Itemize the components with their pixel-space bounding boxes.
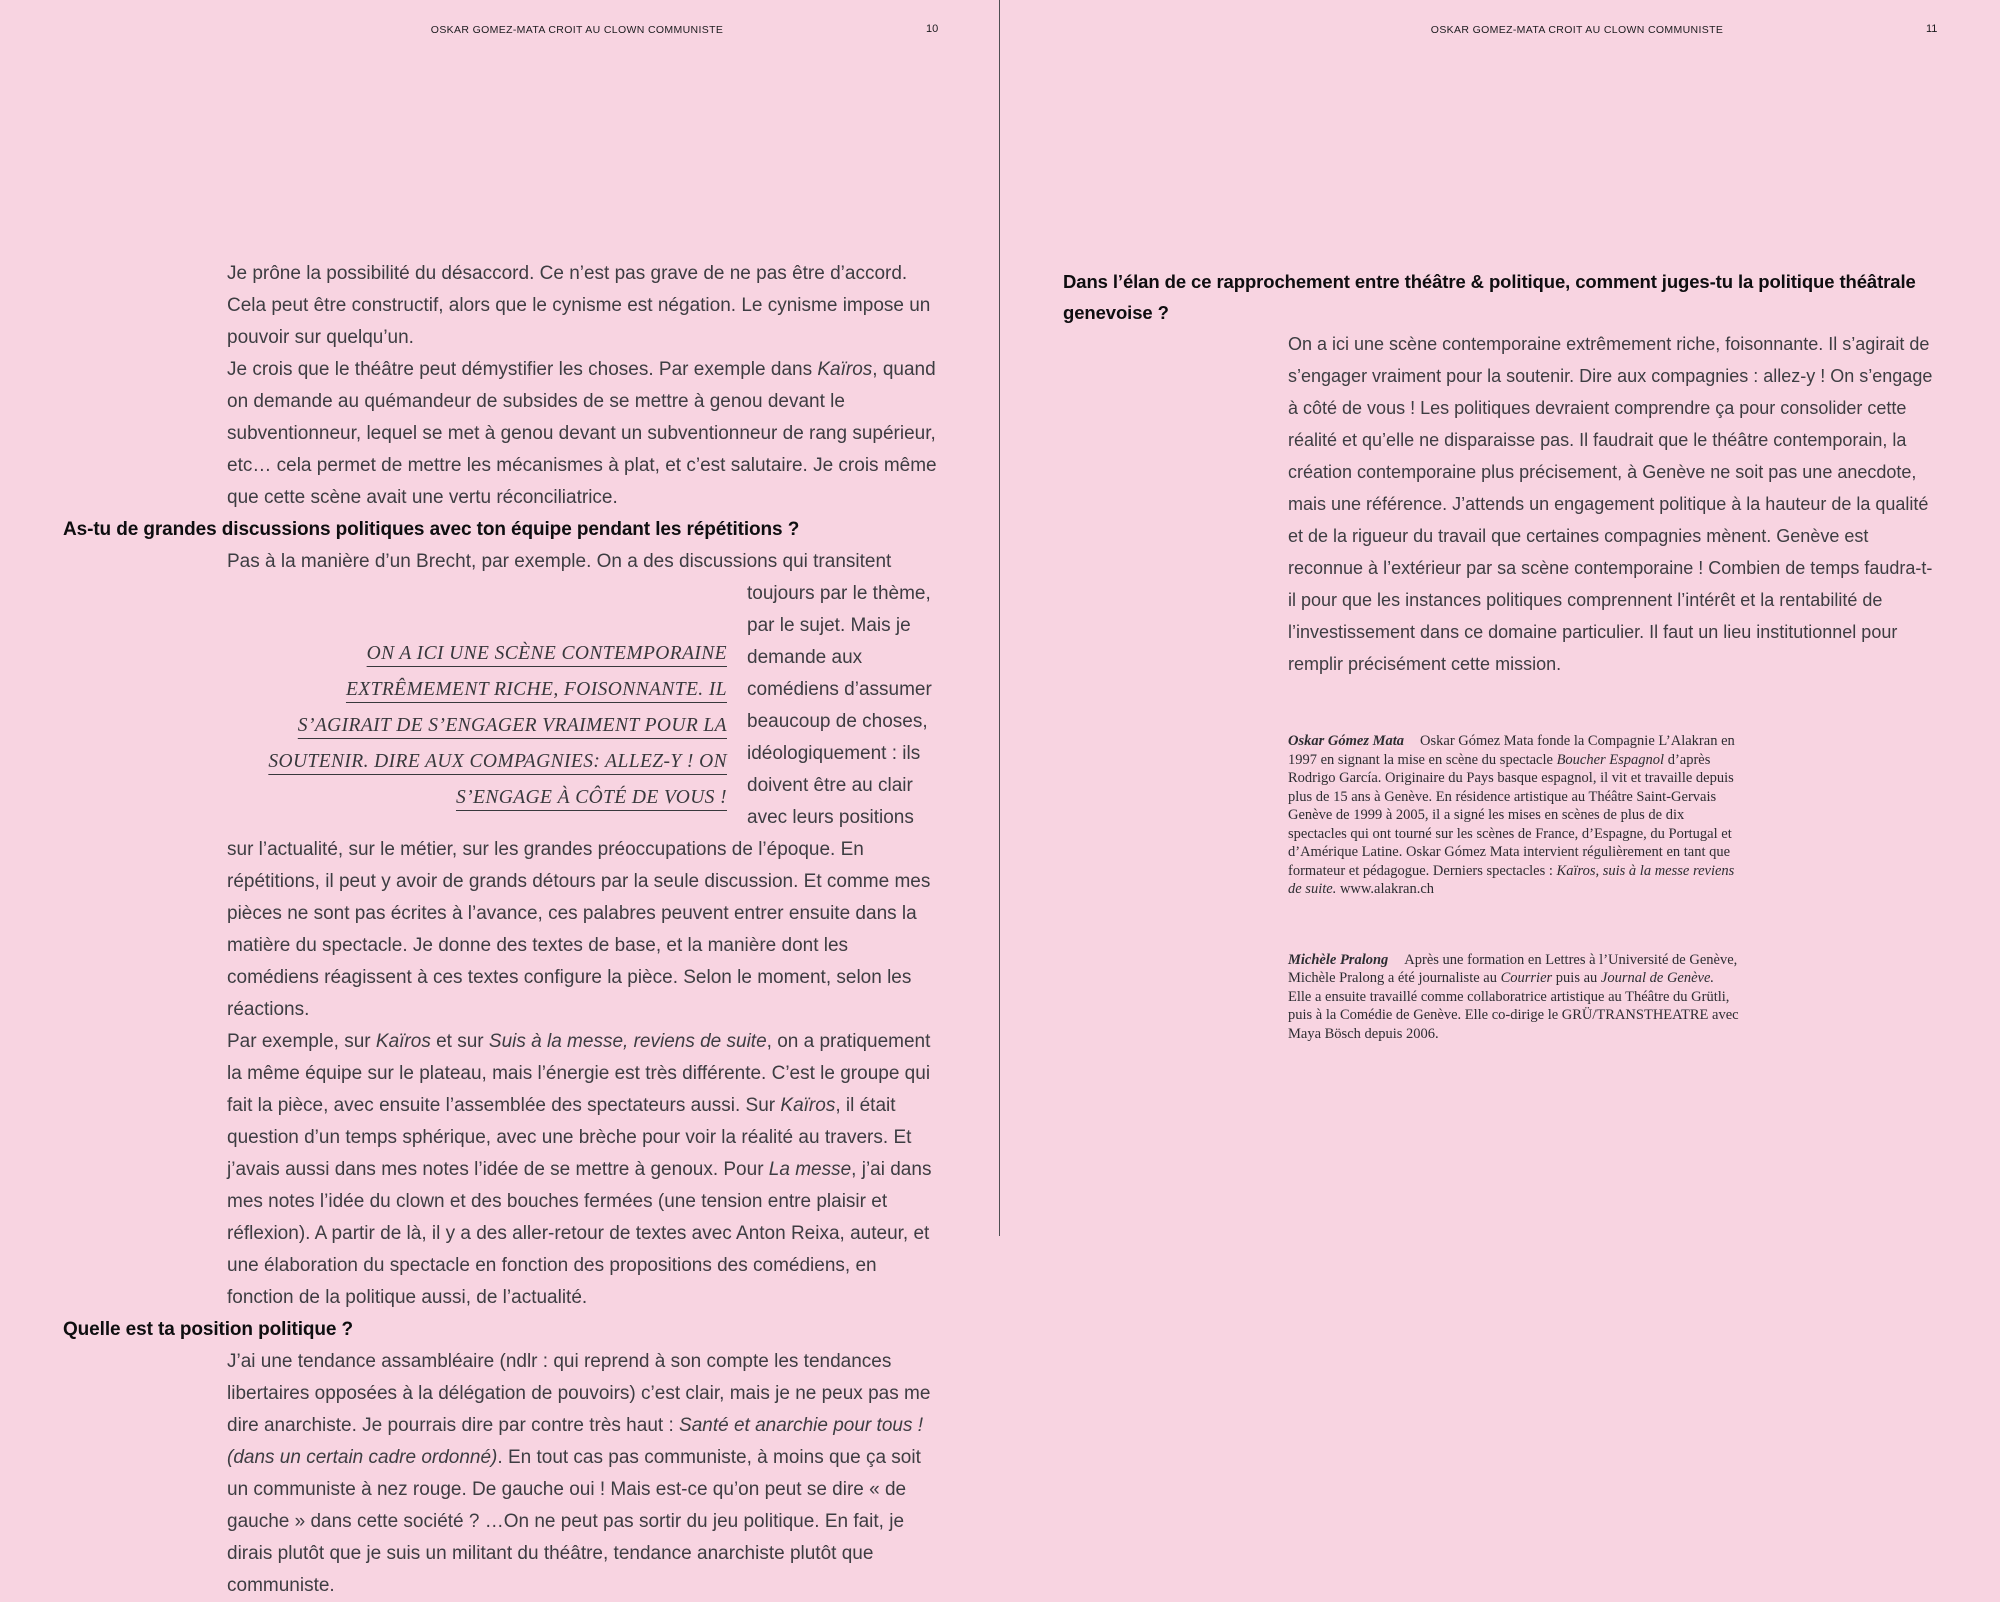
text-run: toujours par le thème, par le sujet. Mais je demande aux comédiens d’assumer beaucoup de choses, idéologiquement : ils doivent être au clair avec leurs positions sur l’actualité, sur le métier, sur les grandes préoccupations de l’époque. En répétitions, il peut y avoir de grands détours par la seule discussion. Et comme mes pièces ne sont pas écrites à l’avance, ces palabres peuvent entrer ensuite dans la matière du spectacle. Je donne des textes de base, et la manière dont les comédiens réagissent à ces textes configure la pièce. Selon le moment, selon les réactions.: [227, 583, 932, 1020]
italic-text-run: Journal de Genève.: [1600, 970, 1715, 986]
text-run: Après une formation en Lettres à l’Université de Genève, Michèle Pralong a été journaliste au: [1288, 951, 1738, 986]
text-run: On a ici une scène contemporaine extrêmement riche, foisonnante. Il s’agirait de s’engager vraiment pour la soutenir. Dire aux compagnies : allez-y ! On s’engage à côté de vous ! Les politiques devraient comprendre ça pour consolider cette réalité et qu’elle ne disparaisse pas. Il faudrait que le théâtre contemporain, la création contemporaine plus précisement, à Genève ne soit pas une anecdote, mais une référence. J’attends un engagement politique à la hauteur de la qualité et de la rigueur du travail que certaines compagnies mènent. Genève est reconnue à l’extérieur par sa scène contemporaine ! Combien de temps faudra-t-il pour que les instances politiques comprennent l’intérêt et la rentabilité de l’investissement dans ce domaine particulier. Il faut un lieu institutionnel pour remplir précisément cette mission.: [1288, 334, 1933, 674]
interview-answer: [227, 354, 940, 514]
text-run: Pas à la manière d’un Brecht, par exemple. On a des discussions qui transitent: [227, 551, 892, 572]
text-run: , on a pratiquement la même équipe sur le plateau, mais l’énergie est très différente. C’est le groupe qui fait la pièce, avec ensuite l’assemblée des spectateurs aussi. Sur: [227, 1031, 931, 1116]
left-running-head: OSKAR GOMEZ-MATA CROIT AU CLOWN COMMUNISTE: [430, 24, 724, 36]
right-page-number: 11: [1926, 23, 1938, 35]
italic-text-run: Kaïros: [375, 1031, 431, 1052]
italic-text-run: Kaïros: [780, 1095, 836, 1116]
text-run: et sur: [430, 1031, 489, 1052]
text-run: . En tout cas pas communiste, à moins que ça soit un communiste à nez rouge. De gauche oui ! Mais est-ce qu’on peut se dire « de gauche » dans cette société ? …On ne peut pas sortir du jeu politique. En fait, je dirais plutôt que je suis un militant du théâtre, tendance anarchiste plutôt que communiste.: [227, 1447, 921, 1596]
interview-answer: [227, 258, 940, 354]
interview-answer-with-pull-quote: [227, 546, 940, 1026]
interview-answer: [227, 1346, 940, 1602]
pull-quote-line: S’ENGAGE À CÔTÉ DE VOUS !: [455, 787, 727, 808]
text-run: J’ai une tendance assambléaire (ndlr : qui reprend à son compte les tendances libertaires opposées à la délégation de pouvoirs) c’est clair, mais je ne peux pas me dire anarchiste. Je pourrais dire par contre très haut :: [227, 1351, 931, 1436]
interview-answer: [227, 1026, 940, 1314]
italic-text-run: Boucher Espagnol: [1556, 751, 1665, 768]
pull-quote-line: S’AGIRAIT DE S’ENGAGER VRAIMENT POUR LA: [297, 715, 727, 736]
bio-name: Oskar Gómez Mata: [1288, 733, 1405, 749]
pull-quote-line: EXTRÊMEMENT RICHE, FOISONNANTE. IL: [345, 679, 727, 700]
text-run: Oskar Gómez Mata fonde la Compagnie L’Alakran en 1997 en signant la mise en scène du spectacle: [1288, 733, 1735, 768]
interview-question: [63, 514, 940, 546]
text-run: Elle a ensuite travaillé comme collaboratrice artistique au Théâtre du Grütli, puis à la Comédie de Genève. Elle co-dirige le GRÜ/TRANSTHEATRE avec Maya Bösch depuis 2006.: [1288, 988, 1739, 1042]
italic-text-run: Courrier: [1500, 970, 1553, 986]
text-run: As-tu de grandes discussions politiques avec ton équipe pendant les répétitions ?: [63, 519, 800, 540]
left-page-number: 10: [926, 23, 939, 35]
left-page-content: [63, 258, 940, 1602]
right-running-head: OSKAR GOMEZ-MATA CROIT AU CLOWN COMMUNISTE: [1430, 24, 1724, 36]
italic-text-run: Santé et anarchie pour tous ! (dans un certain cadre ordonné): [227, 1415, 924, 1468]
text-run: Quelle est ta position politique ?: [63, 1319, 354, 1340]
italic-text-run: Kaïros, suis à la messe reviens de suite.: [1288, 862, 1735, 897]
italic-text-run: Kaïros: [817, 359, 873, 380]
text-run: Par exemple, sur: [227, 1031, 376, 1052]
text-run: Je crois que le théâtre peut démystifier les choses. Par exemple dans: [227, 359, 818, 380]
bio-note: [1288, 732, 1740, 899]
pull-quote-line: SOUTENIR. DIRE AUX COMPAGNIES: ALLEZ-Y ! ON: [268, 751, 727, 772]
text-run: d’après Rodrigo García. Originaire du Pays basque espagnol, il vit et travaille depuis plus de 15 ans à Genève. En résidence artistique au Théâtre Saint-Gervais Genève de 1999 à 2005, il a signé les mises en scènes de plus de dix spectacles qui ont tourné sur les scènes de France, d’Espagne, du Portugal et d’Amérique Latine. Oskar Gómez Mata intervient régulièrement en tant que formateur et pédagogue. Derniers spectacles :: [1288, 751, 1734, 879]
interview-answer: [1288, 328, 1940, 680]
italic-text-run: Suis à la messe, reviens de suite: [488, 1031, 767, 1052]
text-run: , j’ai dans mes notes l’idée du clown et des bouches fermées (une tension entre plaisir et réflexion). A partir de là, il y a des aller-retour de textes avec Anton Reixa, auteur, et une élaboration du spectacle en fonction des propositions des comédiens, en fonction de la politique aussi, de l’actualité.: [227, 1159, 932, 1308]
pull-quote: [227, 636, 727, 816]
text-run: puis au: [1552, 970, 1601, 986]
text-run: , il était question d’un temps sphérique, avec une brèche pour voir la réalité au travers. Et j’avais aussi dans mes notes l’idée de se mettre à genoux. Pour: [227, 1095, 912, 1180]
pull-quote-line: ON A ICI UNE SCÈNE CONTEMPORAINE: [366, 643, 727, 664]
bio-name: Michèle Pralong: [1288, 951, 1389, 968]
interview-question: [1063, 266, 1935, 328]
page-divider: [999, 0, 1000, 1236]
text-run: , quand on demande au quémandeur de subsides de se mettre à genou devant le subventionneur, lequel se met à genou devant un subventionneur de rang supérieur, etc… cela permet de mettre les mécanismes à plat, et c’est salutaire. Je crois même que cette scène avait une vertu réconciliatrice.: [227, 359, 937, 508]
text-run: www.alakran.ch: [1336, 881, 1435, 897]
right-page-content: [1063, 266, 1940, 1043]
text-run: Dans l’élan de ce rapprochement entre théâtre & politique, comment juges-tu la politique théâtrale genevoise ?: [1063, 271, 1916, 323]
bio-note: [1288, 951, 1740, 1044]
interview-question: [63, 1314, 940, 1346]
text-run: Je prône la possibilité du désaccord. Ce n’est pas grave de ne pas être d’accord. Cela peut être constructif, alors que le cynisme est négation. Le cynisme impose un pouvoir sur quelqu’un.: [227, 263, 931, 348]
italic-text-run: La messe: [768, 1159, 852, 1180]
